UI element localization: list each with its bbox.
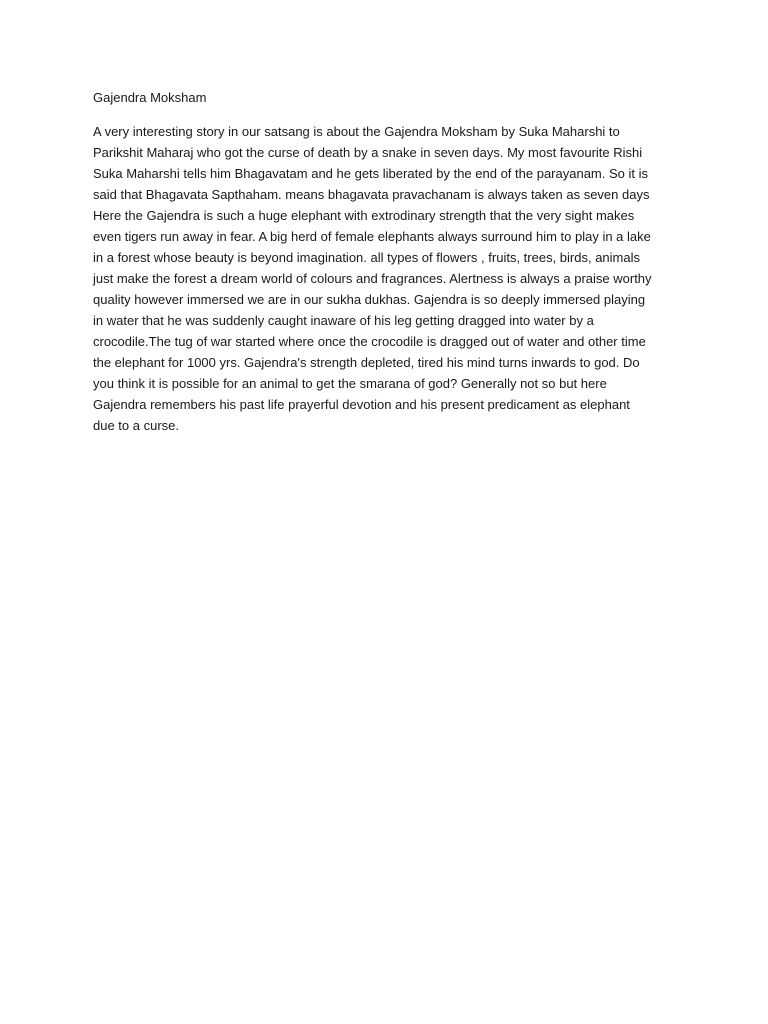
body-line: even tigers run away in fear. A big herd of female elephants always surround him to play in a lake (93, 229, 651, 244)
body-line: Parikshit Maharaj who got the curse of death by a snake in seven days. My most favourite Rishi (93, 145, 643, 160)
body-line: in a forest whose beauty is beyond imagination. all types of flowers , fruits, trees, birds, animals (93, 250, 640, 265)
body-line: Gajendra remembers his past life prayerful devotion and his present predicament as elephant (93, 397, 630, 412)
body-line: quality however immersed we are in our sukha dukhas. Gajendra is so deeply immersed playing (93, 292, 646, 307)
body-line: due to a curse. (93, 418, 179, 433)
body-line: Suka Maharshi tells him Bhagavatam and he gets liberated by the end of the parayanam. So it is (93, 166, 648, 181)
body-line: A very interesting story in our satsang is about the Gajendra Moksham by Suka Maharshi to (93, 124, 620, 139)
body-line: Here the Gajendra is such a huge elephant with extrodinary strength that the very sight makes (93, 208, 635, 223)
document-body (93, 121, 693, 436)
document-title: Gajendra Moksham (93, 90, 207, 105)
body-line: in water that he was suddenly caught inaware of his leg getting dragged into water by a (93, 313, 594, 328)
body-line: the elephant for 1000 yrs. Gajendra's strength depleted, tired his mind turns inwards to god. Do (93, 355, 640, 370)
body-line: just make the forest a dream world of colours and fragrances. Alertness is always a praise worthy (93, 271, 652, 286)
body-line: you think it is possible for an animal to get the smarana of god? Generally not so but here (93, 376, 607, 391)
body-line: said that Bhagavata Sapthaham. means bhagavata pravachanam is always taken as seven days (93, 187, 650, 202)
body-line: crocodile.The tug of war started where once the crocodile is dragged out of water and other time (93, 334, 646, 349)
